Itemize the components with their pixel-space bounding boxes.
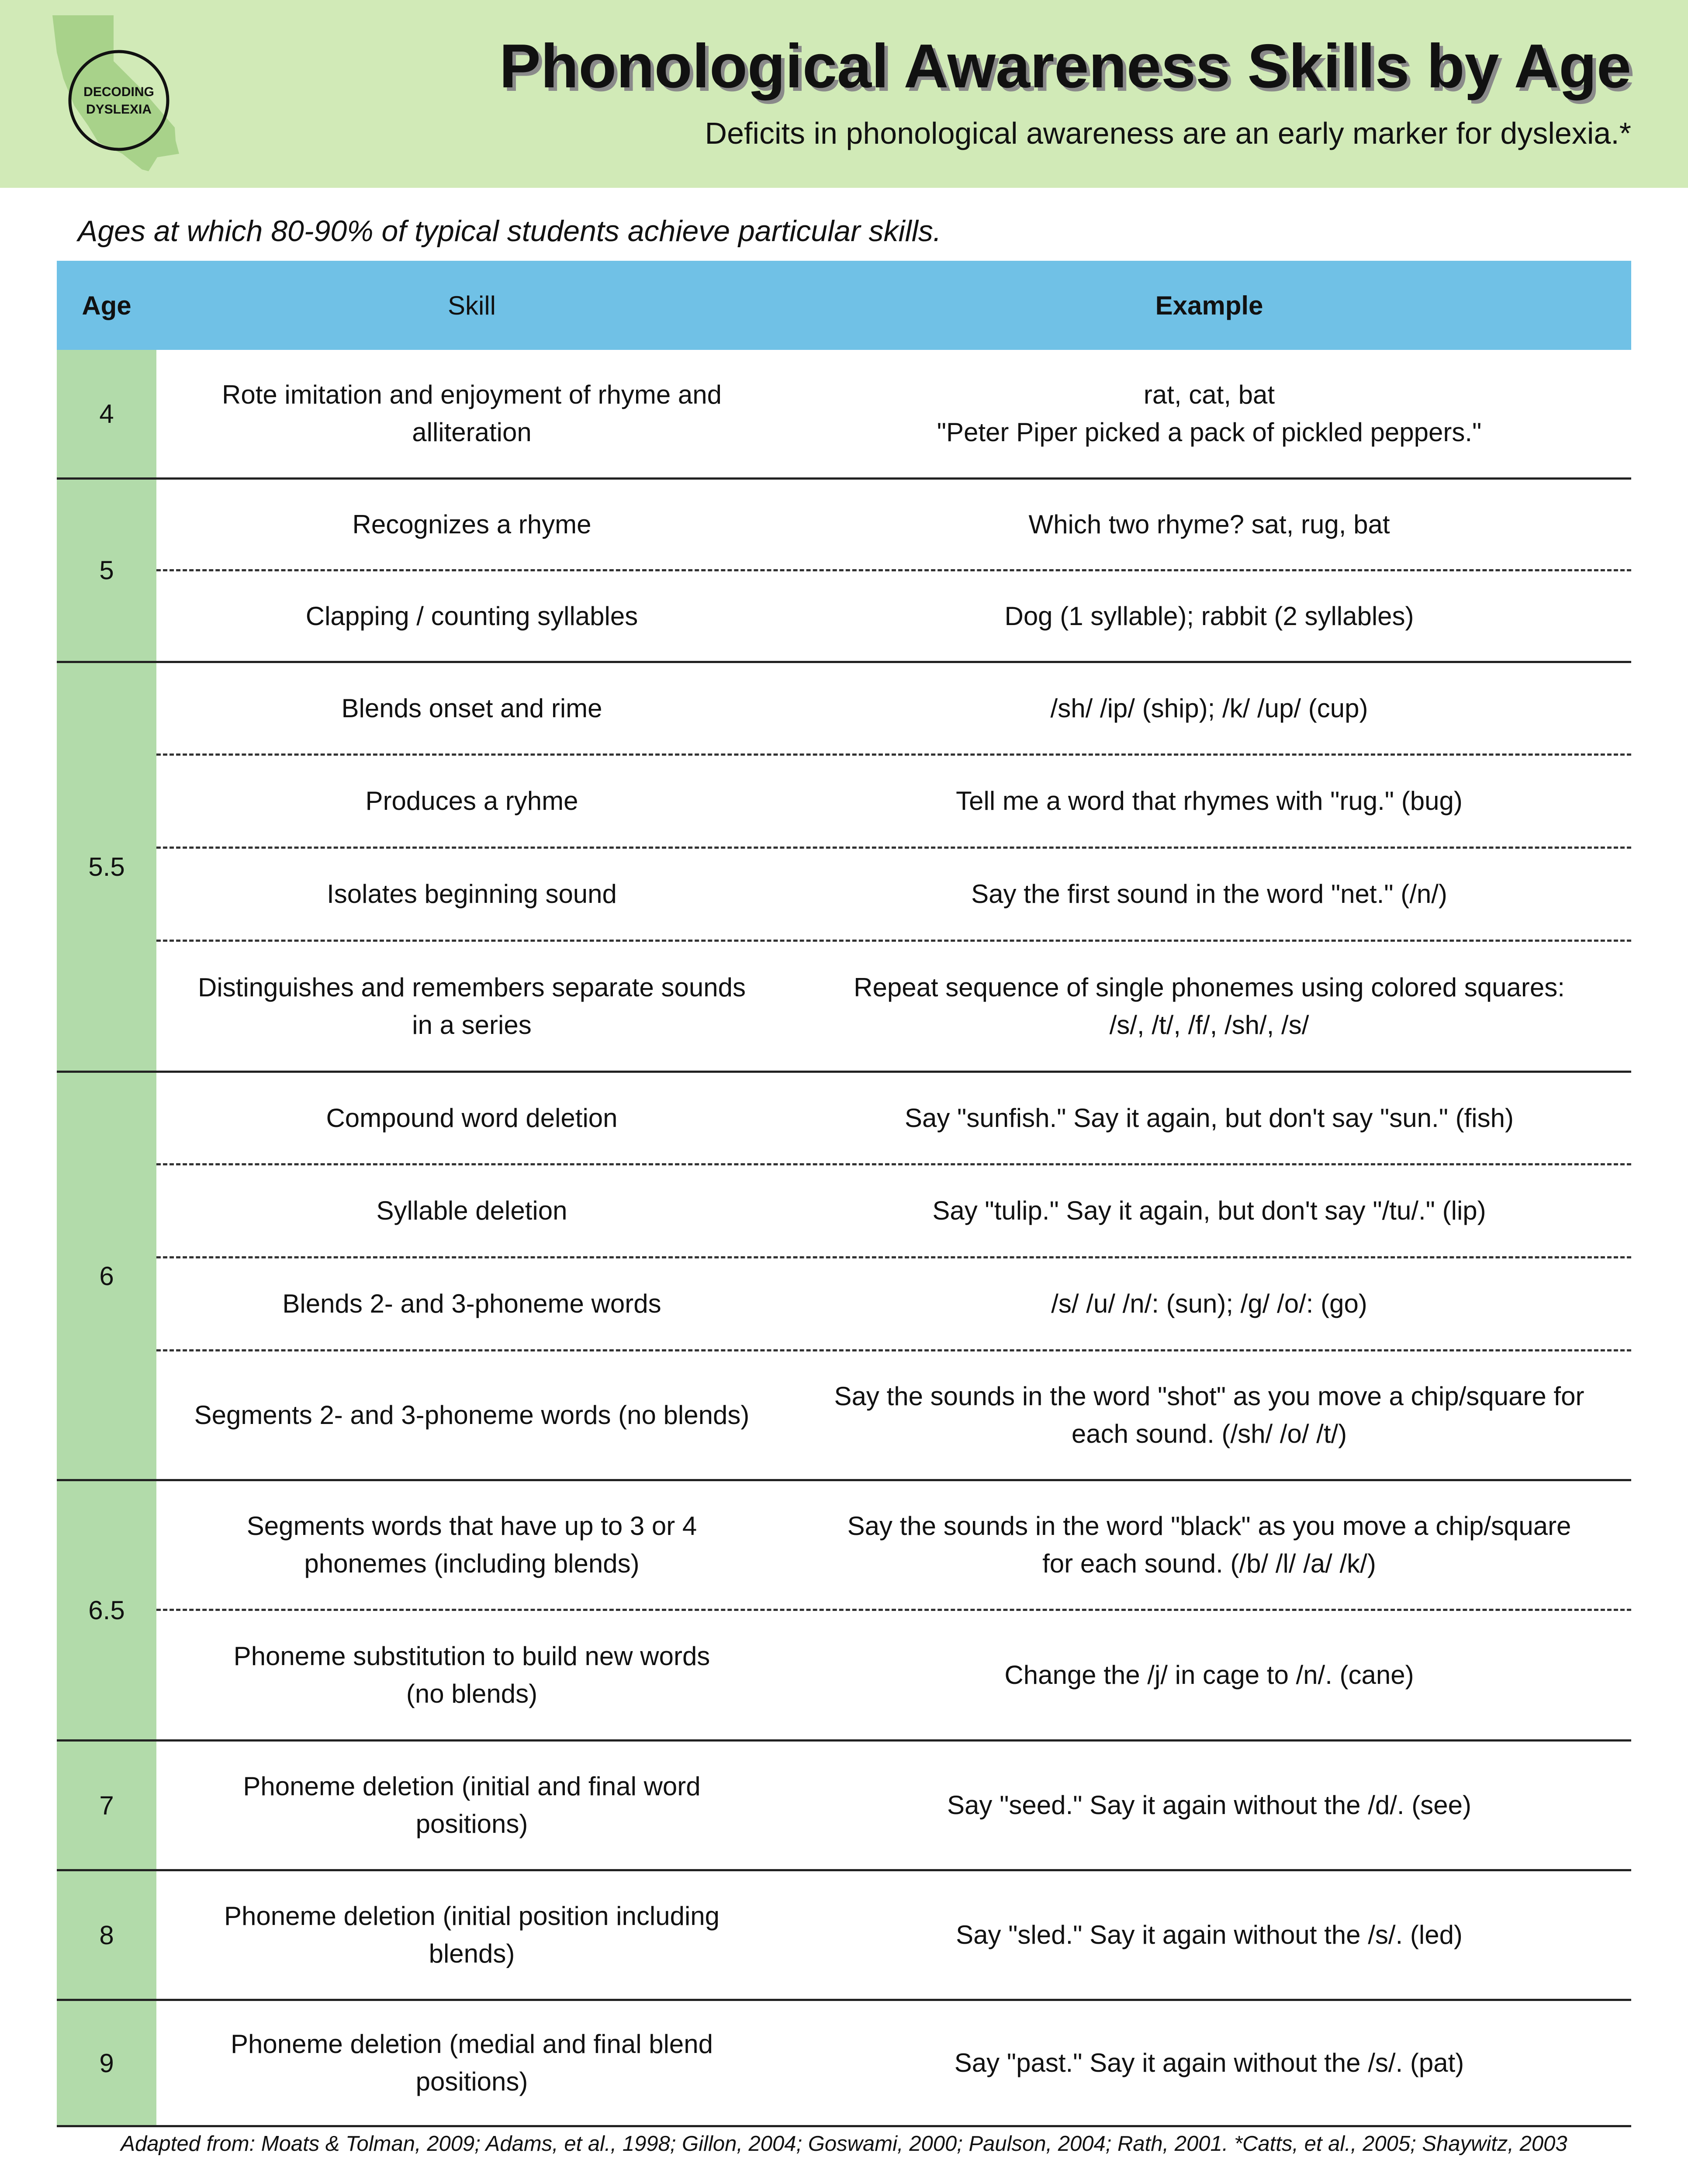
table-row [156,1073,1631,1165]
age-group-6-5 [57,1481,1631,1742]
example-cell: Say "sunfish." Say it again, but don't say "sun." (fish) [904,1103,1514,1133]
table-row [156,1165,1631,1258]
page-subtitle: Deficits in phonological awareness are an early marker for dyslexia.* [705,116,1631,150]
table-row [156,756,1631,849]
age-group-9 [57,2001,1631,2127]
skill-cell: Distinguishes and remembers separate sounds in a series [198,972,746,1040]
table-row [156,849,1631,942]
column-header-skill: Skill [447,290,496,320]
table-row [156,350,1631,477]
skill-cell: Blends 2- and 3-phoneme words [282,1289,661,1318]
skill-cell: Phoneme deletion (initial position including blends) [224,1901,720,1968]
skill-cell: Phoneme substitution to build new words (no blends) [233,1641,710,1708]
example-cell: Repeat sequence of single phonemes using colored squares: /s/, /t/, /f/, /sh/, /s/ [854,972,1565,1040]
table-row [156,1871,1631,1999]
skill-cell: Recognizes a rhyme [352,509,591,539]
age-cell: 4 [99,399,114,429]
table-row [156,480,1631,571]
citation-footer: Adapted from: Moats & Tolman, 2009; Adams, et al., 1998; Gillon, 2004; Goswami, 2000; Paulson, 2004; Rath, 2001. *Catts, et al., 2005; Shaywitz, 2003 [121,2132,1567,2156]
age-group-8 [57,1871,1631,2001]
example-cell: Say "sled." Say it again without the /s/. (led) [956,1920,1463,1949]
example-cell: Say the sounds in the word "black" as you move a chip/square for each sound. (/b/ /l/ /a/ /k/) [847,1511,1571,1578]
header-banner [0,0,1688,188]
example-cell: /sh/ /ip/ (ship); /k/ /up/ (cup) [1050,693,1368,723]
column-header-age: Age [82,290,131,320]
age-group-6 [57,1073,1631,1481]
age-cell: 6.5 [88,1596,125,1625]
table-header [57,261,1631,350]
example-cell: Say the first sound in the word "net." (/n/) [971,879,1447,909]
table-row [156,1742,1631,1869]
age-group-5 [57,480,1631,663]
decoding-dyslexia-logo [48,13,192,175]
example-cell: Say "seed." Say it again without the /d/. (see) [947,1790,1471,1820]
example-cell: Change the /j/ in cage to /n/. (cane) [1004,1660,1414,1690]
age-group-5-5 [57,663,1631,1073]
example-cell: Which two rhyme? sat, rug, bat [1028,509,1390,539]
example-cell: rat, cat, bat "Peter Piper picked a pack of pickled peppers." [937,380,1482,447]
age-group-4 [57,350,1631,480]
logo-text-decoding: DECODING [83,85,154,99]
age-cell: 5.5 [88,852,125,881]
example-cell: Say "past." Say it again without the /s/. (pat) [954,2048,1464,2077]
skill-cell: Phoneme deletion (initial and final word positions) [243,1772,701,1838]
example-cell: Tell me a word that rhymes with "rug." (bug) [956,786,1463,816]
age-cell: 9 [99,2048,114,2078]
skill-cell: Clapping / counting syllables [305,601,638,631]
age-group-7 [57,1742,1631,1871]
age-cell: 7 [99,1790,114,1820]
table-row [156,942,1631,1071]
skill-cell: Segments 2- and 3-phoneme words (no blends) [194,1400,750,1430]
logo-text-dyslexia: DYSLEXIA [86,102,152,117]
table-row [156,663,1631,756]
skill-cell: Produces a ryhme [365,786,578,816]
skill-cell: Rote imitation and enjoyment of rhyme and alliteration [222,380,722,447]
table-row [156,2001,1631,2125]
skill-cell: Syllable deletion [376,1196,567,1225]
table-row [156,1481,1631,1611]
age-cell: 8 [99,1920,114,1950]
table-row [156,1351,1631,1479]
skill-cell: Blends onset and rime [341,693,602,723]
skill-cell: Phoneme deletion (medial and final blend positions) [230,2029,713,2096]
page-title: Phonological Awareness Skills by Age [499,31,1631,101]
age-cell: 5 [99,556,114,585]
table-row [156,571,1631,661]
column-header-example: Example [1155,290,1263,320]
skill-cell: Isolates beginning sound [327,879,617,909]
table-row [156,1258,1631,1351]
table-row [156,1611,1631,1739]
skill-cell: Segments words that have up to 3 or 4 phonemes (including blends) [246,1511,697,1578]
skill-cell: Compound word deletion [326,1103,618,1133]
example-cell: /s/ /u/ /n/: (sun); /g/ /o/: (go) [1051,1289,1367,1318]
table-intro: Ages at which 80-90% of typical students achieve particular skills. [78,214,941,248]
example-cell: Dog (1 syllable); rabbit (2 syllables) [1004,601,1414,631]
age-cell: 6 [99,1261,114,1291]
example-cell: Say "tulip." Say it again, but don't say "/tu/." (lip) [932,1196,1486,1225]
example-cell: Say the sounds in the word "shot" as you move a chip/square for each sound. (/sh/ /o/ /t/) [834,1382,1584,1448]
